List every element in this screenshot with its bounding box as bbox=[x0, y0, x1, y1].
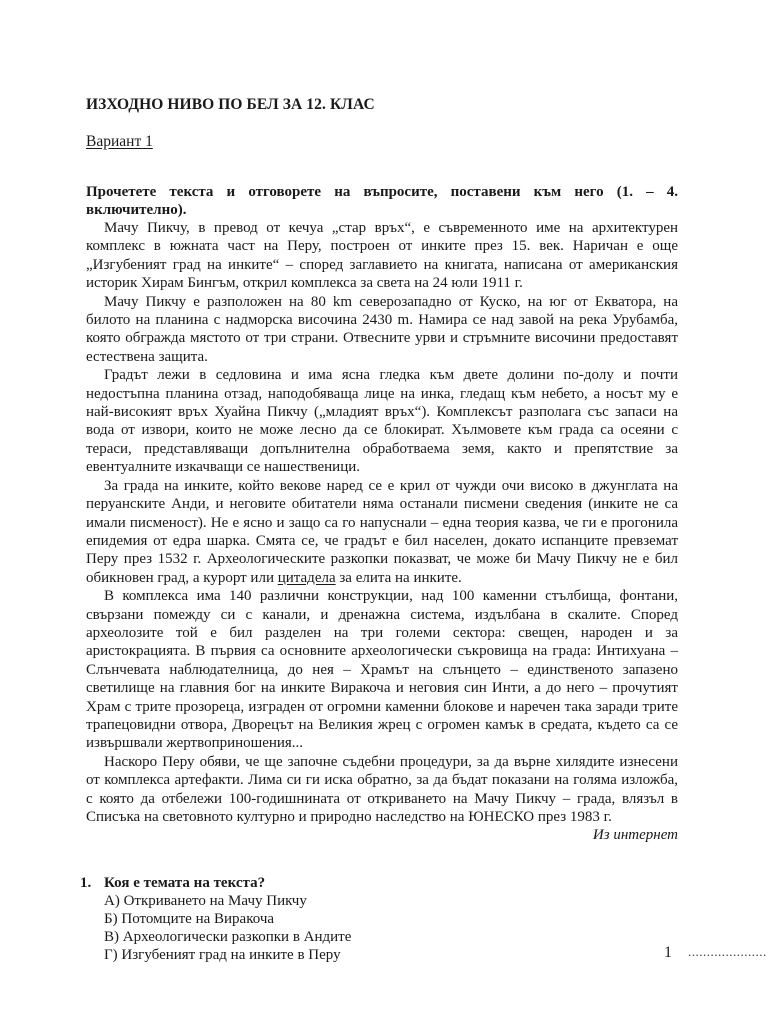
answer-options bbox=[104, 892, 678, 964]
paragraph-text: за елита на инките. bbox=[335, 569, 462, 586]
paragraph: Мачу Пикчу е разположен на 80 km северозападно от Куско, на юг от Екватора, на билото на планина с надморска височина 2430 m. Намира се над завой на река Урубамба, която обгражда мястото от три страни. Отвесните урви и стръмните височини предоставят естествена защита. bbox=[86, 293, 678, 365]
instruction: Прочетете текста и отговорете на въпросите, поставени към него (1. – 4. включително). bbox=[86, 184, 678, 218]
page-number: 1 bbox=[664, 944, 672, 961]
question-1 bbox=[80, 874, 678, 964]
page-title: ИЗХОДНО НИВО ПО БЕЛ ЗА 12. КЛАС bbox=[86, 96, 375, 113]
question-header bbox=[80, 874, 678, 892]
source-note: Из интернет bbox=[592, 827, 678, 844]
page-content bbox=[80, 96, 678, 964]
answer-option-b[interactable]: Б) Потомците на Виракоча bbox=[104, 911, 275, 928]
question-number: 1. bbox=[80, 875, 92, 892]
answer-option-c[interactable]: В) Археологически разкопки в Андите bbox=[104, 929, 352, 946]
answer-option-d[interactable]: Г) Изгубеният град на инките в Перу bbox=[104, 947, 341, 964]
score-dots: ..................... bbox=[688, 944, 767, 959]
paragraph bbox=[86, 477, 678, 587]
paragraph: Градът лежи в седловина и има ясна гледка към двете долини по-долу и почти недостъпна планина отзад, наподобяваща лице на инка, гледащ към небето, а носът му е най-високият връх Хуайна Пикчу („младият връх“). Комплексът разполага със запаси на вода от извори, които не може лесно да се блокират. Хълмовете към града са осеяни с тераси, представляващи допълнителна обработваема земя, както и препятствие за евентуалните изкачващи се нашественици. bbox=[86, 367, 678, 476]
paragraph: Наскоро Перу обяви, че ще започне съдебни процедури, за да върне хилядите изнесени от комплекса артефакти. Лима си ги иска обратно, за да бъдат показани на голяма изложба, с която да отбележи 100-годишнината от откриването на Мачу Пикчу – града, влязъл в Списъка на световното културно и природно наследство на ЮНЕСКО през 1983 г. bbox=[86, 753, 678, 825]
paragraph-text: За града на инките, който векове наред се е крил от чужди очи високо в джунглата на перуанските Анди, и неговите обитатели няма останали писмени сведения (инките не са имали писменост). Не е ясно и защо са го напуснали – една теория казва, че ги е прогонила епидемия от едра шарка. Смята се, че градът е бил населен, докато испанците превземат Перу през 1532 г. Археологическите разкопки показват, че може би Мачу Пикчу не е бил обикновен град, а курорт или bbox=[86, 477, 678, 586]
paragraph: В комплекса има 140 различни конструкции, над 100 каменни стълбища, фонтани, свързани помежду си с канали, и дренажна система, издълбана в скалите. Според археолозите той е бил разделен на три големи сектора: свещен, народен и за аристокрацията. В първия са основните археологически съкровища на града: Интихуана – Слънчевата наблюдателница, до нея – Храмът на слънцето – единственото запазено светилище на главния бог на инките Виракоча и неговия син Инти, а до него – прочутият Храм с трите прозореца, изграден от огромни каменни блокове и наречен така заради трите трапецовидни отвора, Дворецът на Великия жрец с огромен камък в средата, където са се извършвали жертвоприношения... bbox=[86, 588, 678, 752]
underlined-word: цитадела bbox=[277, 569, 336, 586]
answer-option-a[interactable]: А) Откриването на Мачу Пикчу bbox=[104, 893, 307, 910]
paragraph: Мачу Пикчу, в превод от кечуа „стар връх“, е съвременното име на архитектурен комплекс в южната част на Перу, построен от инките през 15. век. Наричан е още „Изгубеният град на инките“ – според заглавието на книгата, написана от американския историк Хирам Бингъм, открил комплекса за света на 24 юли 1911 г. bbox=[86, 220, 678, 292]
reading-text bbox=[86, 219, 678, 844]
variant-label: Вариант 1 bbox=[86, 133, 153, 150]
question-prompt: Коя е темата на текста? bbox=[104, 875, 266, 892]
